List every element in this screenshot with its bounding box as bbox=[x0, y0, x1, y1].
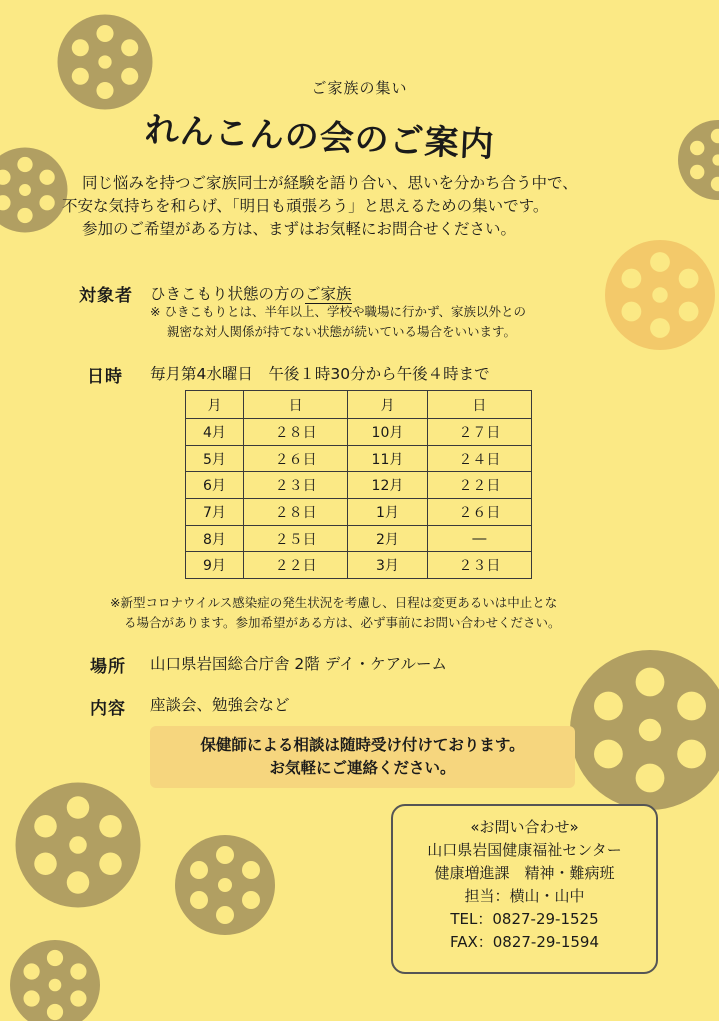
consultation-callout bbox=[150, 726, 575, 788]
table-cell: ２７日 bbox=[427, 419, 531, 446]
table-cell: ２２日 bbox=[427, 472, 531, 499]
table-cell: ２４日 bbox=[427, 445, 531, 472]
table-cell: ２６日 bbox=[243, 445, 347, 472]
table-cell: 8月 bbox=[186, 525, 244, 552]
covid-note-line: ※新型コロナウイルス感染症の発生状況を考慮し、日程は変更あるいは中止とな bbox=[110, 595, 558, 610]
covid-note-line: る場合があります。参加希望がある方は、必ず事前にお問い合わせください。 bbox=[124, 615, 561, 630]
table-cell: ２５日 bbox=[243, 525, 347, 552]
table-cell: 3月 bbox=[348, 552, 428, 579]
table-cell: 4月 bbox=[186, 419, 244, 446]
target-value-underlined: ご家族 bbox=[305, 285, 352, 303]
table-row bbox=[186, 419, 532, 446]
contact-tel: TEL：0827-29-1525 bbox=[450, 910, 599, 928]
page-title: れんこんの会のご案内 bbox=[143, 110, 496, 166]
table-cell: 7月 bbox=[186, 499, 244, 526]
table-cell: ２２日 bbox=[243, 552, 347, 579]
contact-staff: 担当：横山・山中 bbox=[464, 887, 585, 905]
callout-line: 保健師による相談は随時受け付けております。 bbox=[200, 736, 525, 754]
table-cell: 12月 bbox=[348, 472, 428, 499]
intro-paragraph bbox=[62, 172, 672, 241]
table-row bbox=[186, 445, 532, 472]
target-value-plain: ひきこもり状態の方の bbox=[150, 285, 306, 303]
table-header-row bbox=[186, 391, 532, 419]
datetime-value: 毎月第4水曜日 午後１時30分から午後４時まで bbox=[150, 365, 490, 383]
intro-line: 不安な気持ちを和らげ、「明日も頑張ろう」と思えるための集いです。 bbox=[62, 197, 549, 215]
contact-dept: 健康増進課 精神・難病班 bbox=[434, 864, 615, 882]
table-row bbox=[186, 499, 532, 526]
schedule-table bbox=[185, 390, 532, 579]
table-row bbox=[186, 472, 532, 499]
table-header-cell: 月 bbox=[348, 391, 428, 419]
lotus-root-icon bbox=[0, 148, 67, 233]
lotus-root-icon bbox=[10, 940, 100, 1021]
table-cell: ２６日 bbox=[427, 499, 531, 526]
intro-line: 同じ悩みを持つご家族同士が経験を語り合い、思いを分かち合う中で、 bbox=[82, 174, 578, 192]
contact-heading: «お問い合わせ» bbox=[470, 818, 579, 836]
table-cell: ２３日 bbox=[243, 472, 347, 499]
target-value bbox=[150, 282, 352, 304]
place-label: 場所 bbox=[90, 657, 126, 677]
table-cell: 11月 bbox=[348, 445, 428, 472]
target-note bbox=[150, 302, 526, 342]
table-cell: ― bbox=[427, 525, 531, 552]
table-row bbox=[186, 525, 532, 552]
lotus-root-icon bbox=[678, 120, 719, 200]
covid-note bbox=[110, 593, 561, 633]
table-cell: 9月 bbox=[186, 552, 244, 579]
table-header-cell: 日 bbox=[243, 391, 347, 419]
target-label: 対象者 bbox=[79, 286, 133, 306]
table-cell: 6月 bbox=[186, 472, 244, 499]
content-label: 内容 bbox=[90, 699, 126, 719]
content-value: 座談会、勉強会など bbox=[150, 696, 290, 714]
table-cell: 10月 bbox=[348, 419, 428, 446]
datetime-label: 日時 bbox=[87, 367, 123, 387]
intro-line: 参加のご希望がある方は、まずはお気軽にお問合せください。 bbox=[82, 220, 517, 238]
place-value: 山口県岩国総合庁舎 2階 デイ・ケアルーム bbox=[150, 655, 448, 673]
table-header-cell: 月 bbox=[186, 391, 244, 419]
table-cell: ２３日 bbox=[427, 552, 531, 579]
contact-box bbox=[391, 804, 658, 974]
target-note-line: 親密な対人関係が持てない状態が続いている場合をいいます。 bbox=[167, 324, 517, 339]
contact-fax: FAX：0827-29-1594 bbox=[449, 933, 600, 951]
lotus-root-icon bbox=[570, 650, 719, 810]
table-cell: 5月 bbox=[186, 445, 244, 472]
contact-org: 山口県岩国健康福祉センター bbox=[427, 841, 622, 859]
table-cell: 2月 bbox=[348, 525, 428, 552]
table-cell: ２８日 bbox=[243, 499, 347, 526]
table-cell: ２８日 bbox=[243, 419, 347, 446]
callout-line: お気軽にご連絡ください。 bbox=[269, 759, 456, 777]
subtitle: ご家族の集い bbox=[311, 79, 408, 97]
table-cell: 1月 bbox=[348, 499, 428, 526]
lotus-root-icon bbox=[605, 240, 715, 350]
table-header-cell: 日 bbox=[427, 391, 531, 419]
target-note-line: ※ ひきこもりとは、半年以上、学校や職場に行かず、家族以外との bbox=[150, 304, 526, 319]
lotus-root-icon bbox=[175, 835, 275, 935]
lotus-root-icon bbox=[16, 783, 141, 908]
table-row bbox=[186, 552, 532, 579]
